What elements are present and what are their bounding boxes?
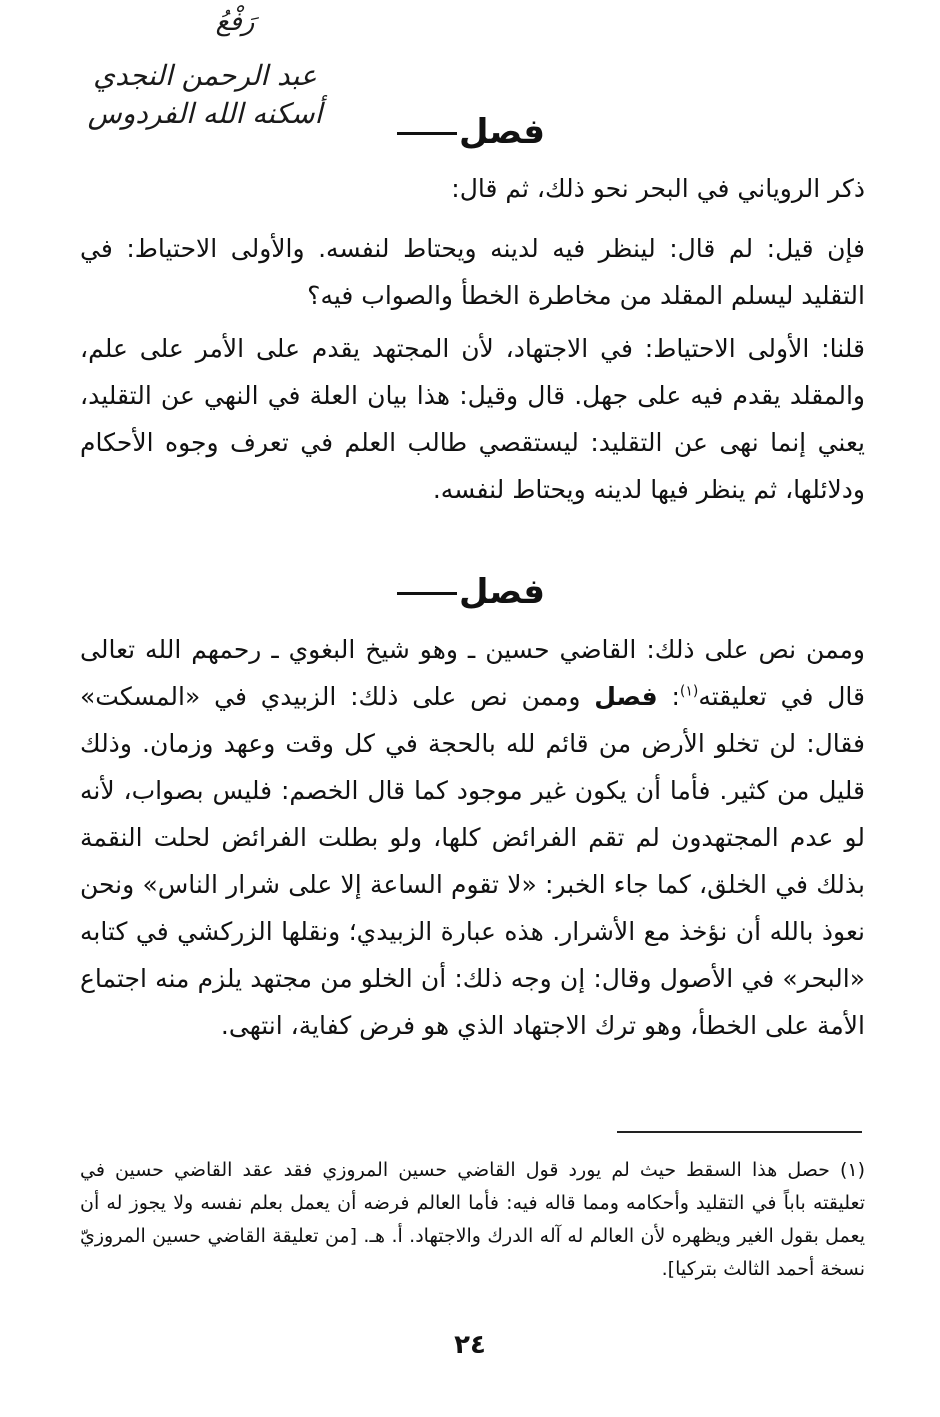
paragraph-3: قلنا: الأولى الاحتياط: في الاجتهاد، لأن المجتهد يقدم على الأمر على علم، والمقلد يقدم فيه على جهل. قال وقيل: هذا بيان العلة في النهي عن التقليد، يعني إنما نهى عن التقليد: ليستقصي طالب العلم في تعرف وجوه الأحكام ودلائلها، ثم ينظر فيها لدينه ويحتاط لنفسه. bbox=[80, 334, 865, 504]
heading-2-decoration bbox=[397, 592, 457, 595]
paragraph-1: ذكر الروياني في البحر نحو ذلك، ثم قال: bbox=[451, 174, 865, 203]
ownership-stamp bbox=[80, 8, 330, 178]
paragraph-4-part-1: وممن نص على ذلك: القاضي حسين ـ وهو شيخ البغوي ـ رحمهم الله تعالى قال في تعليقته bbox=[80, 635, 865, 711]
paragraph-2: فإن قيل: لم قال: لينظر فيه لدينه ويحتاط لنفسه. والأولى الاحتياط: في التقليد ليسلم المقلد من مخاطرة الخطأ والصواب فيه؟ bbox=[80, 234, 865, 310]
section-heading-1-text: فصل bbox=[458, 112, 546, 152]
footnote-number: (١) bbox=[839, 1159, 865, 1181]
footnote-text: حصل هذا السقط حيث لم يورد قول القاضي حسين المروزي فقد عقد القاضي حسين في تعليقته باباً في التقليد وأحكامه ومما قاله فيه: فأما العالم فرضه أن يعمل بعلم نفسه ولا يجوز له أن يعمل بقول الغير ويظهره لأن العالم له آله الدرك والاجتهاد. أ. هـ. [من تعليقة القاضي حسين المروزيّ نسخة أحمد الثالث بتركيا]. bbox=[80, 1159, 865, 1280]
section-heading-1 bbox=[0, 112, 940, 152]
paragraph-4-part-3: وممن نص على ذلك: الزبيدي في «المسكت» فقال: لن تخلو الأرض من قائم لله بالحجة في كل وقت وعهد وزمان. وذلك قليل من كثير. فأما أن يكون غير موجود كما قال الخصم: فليس بصواب، لأنه لو عدم المجتهدون لم تقم الفرائض كلها، ولو بطلت الفرائض لحلت النقمة بذلك في الخلق، كما جاء الخبر: «لا تقوم الساعة إلا على شرار الناس» ونحن نعوذ بالله أن نؤخذ مع الأشرار. هذه عبارة الزبيدي؛ ونقلها الزركشي في كتابه «البحر» في الأصول وقال: إن وجه ذلك: أن الخلو من مجتهد يلزم منه اجتماع الأمة على الخطأ، وهو ترك الاجتهاد الذي هو فرض كفاية، انتهى. bbox=[80, 682, 865, 1040]
footnote-separator bbox=[617, 1131, 862, 1133]
stamp-line-3: أسكنه الله الفردوس bbox=[87, 97, 323, 131]
footnote-reference[interactable]: (١) bbox=[679, 683, 699, 700]
page-number: ٢٤ bbox=[454, 1330, 486, 1360]
stamp-line-2: عبد الرحمن النجدي bbox=[93, 58, 317, 92]
paragraph-4 bbox=[80, 626, 865, 1049]
section-heading-2 bbox=[0, 572, 940, 612]
heading-1-decoration bbox=[397, 132, 457, 135]
section-heading-2-text: فصل bbox=[458, 572, 546, 612]
paragraph-4-part-2: : bbox=[657, 682, 680, 711]
paragraph-4-bold: فصل bbox=[594, 682, 658, 711]
footnote bbox=[80, 1154, 865, 1286]
stamp-line-1: رَفْعُ bbox=[215, 7, 255, 37]
